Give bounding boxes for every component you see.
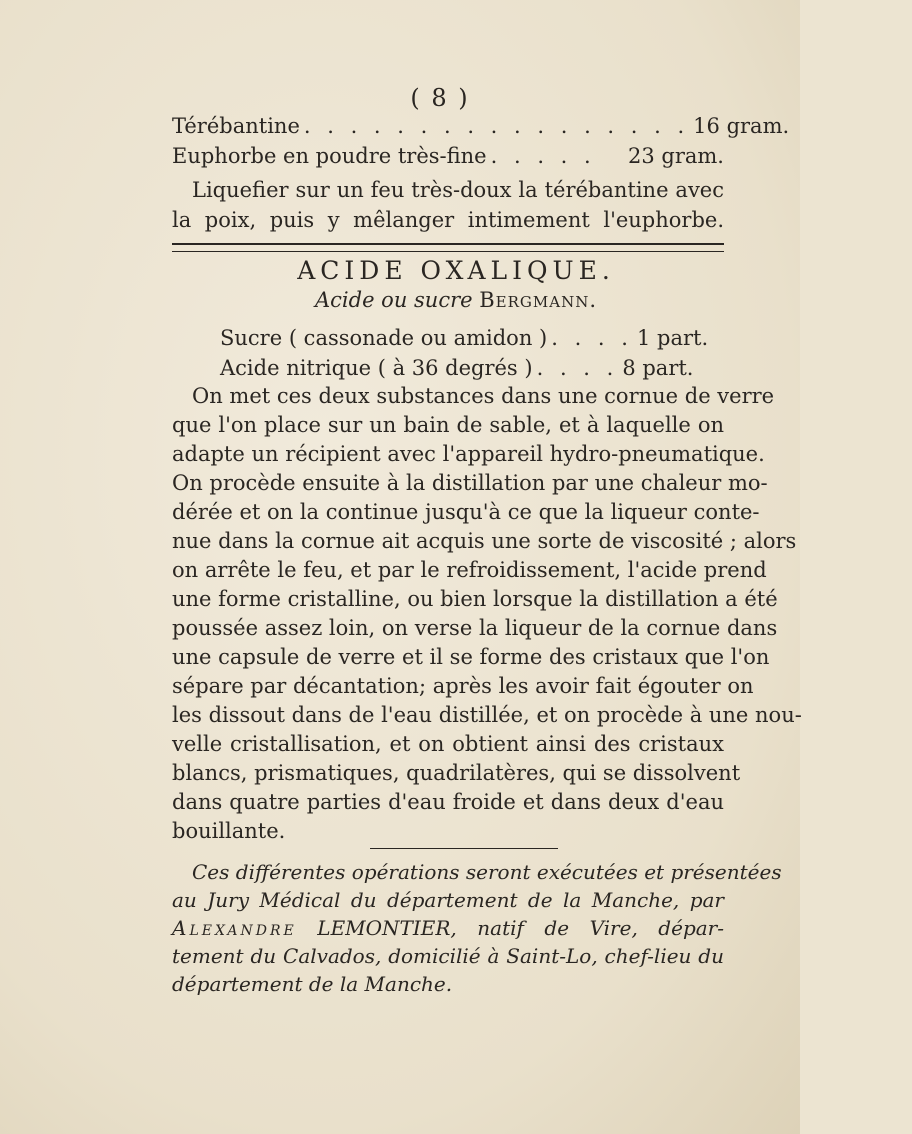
recipe-line: Térébantine . . . . . . . . . . . . . . . . . 16 gram. [172, 114, 790, 138]
text-line: nue dans la cornue ait acquis une sorte de viscosité ; alors [172, 529, 797, 553]
section-subtitle: Acide ou sucre Bergmann. [314, 288, 598, 312]
text-line: sépare par décantation; après les avoir fait égouter on [172, 674, 754, 698]
text-line: une forme cristalline, ou bien lorsque la distillation a été [172, 587, 778, 611]
note-line: département de la Manche. [172, 972, 453, 996]
text-line: On met ces deux substances dans une cornue de verre [192, 384, 775, 408]
text-line: les dissout dans de l'eau distillée, et on procède à une nou- [172, 703, 802, 727]
text-line: poussée assez loin, on verse la liqueur de la cornue dans [172, 616, 778, 640]
text-line: que l'on place sur un bain de sable, et à laquelle on [172, 413, 724, 437]
recipe-line: Euphorbe en poudre très-fine . . . . . 23 gram. [172, 144, 724, 168]
note-divider [370, 848, 558, 849]
section-divider [172, 243, 724, 252]
text-line: dérée et on la continue jusqu'à ce que la liqueur conte- [172, 500, 760, 524]
text-line: adapte un récipient avec l'appareil hydro-pneumatique. [172, 442, 765, 466]
text-line: dans quatre parties d'eau froide et dans deux d'eau [172, 790, 724, 814]
section-title: ACIDE OXALIQUE. [297, 256, 615, 285]
text-line: velle cristallisation, et on obtient ainsi des cristaux [172, 732, 724, 756]
text-line: blancs, prismatiques, quadrilatères, qui se dissolvent [172, 761, 741, 785]
ingredient-line: Sucre ( cassonade ou amidon ) . . . . 1 part. [220, 326, 709, 350]
note-line: Ces différentes opérations seront exécutées et présentées [192, 860, 782, 884]
text-line: une capsule de verre et il se forme des cristaux que l'on [172, 645, 770, 669]
text-line: On procède ensuite à la distillation par une chaleur mo- [172, 471, 768, 495]
page-number: ( 8 ) [410, 84, 470, 112]
text-line: on arrête le feu, et par le refroidissement, l'acide prend [172, 558, 767, 582]
text-line: Liquefier sur un feu très-doux la térébantine avec [192, 178, 724, 202]
note-line: tement du Calvados, domicilié à Saint-Lo, chef-lieu du [172, 944, 724, 968]
text-line: bouillante. [172, 819, 286, 843]
text-line: la poix, puis y mêlanger intimement l'euphorbe. [172, 208, 724, 232]
note-line: Alexandre LEMONTIER, natif de Vire, dépar- [172, 916, 724, 940]
ingredient-line: Acide nitrique ( à 36 degrés ) . . . . 8 part. [220, 356, 694, 380]
note-line: au Jury Médical du département de la Manche, par [172, 888, 724, 912]
